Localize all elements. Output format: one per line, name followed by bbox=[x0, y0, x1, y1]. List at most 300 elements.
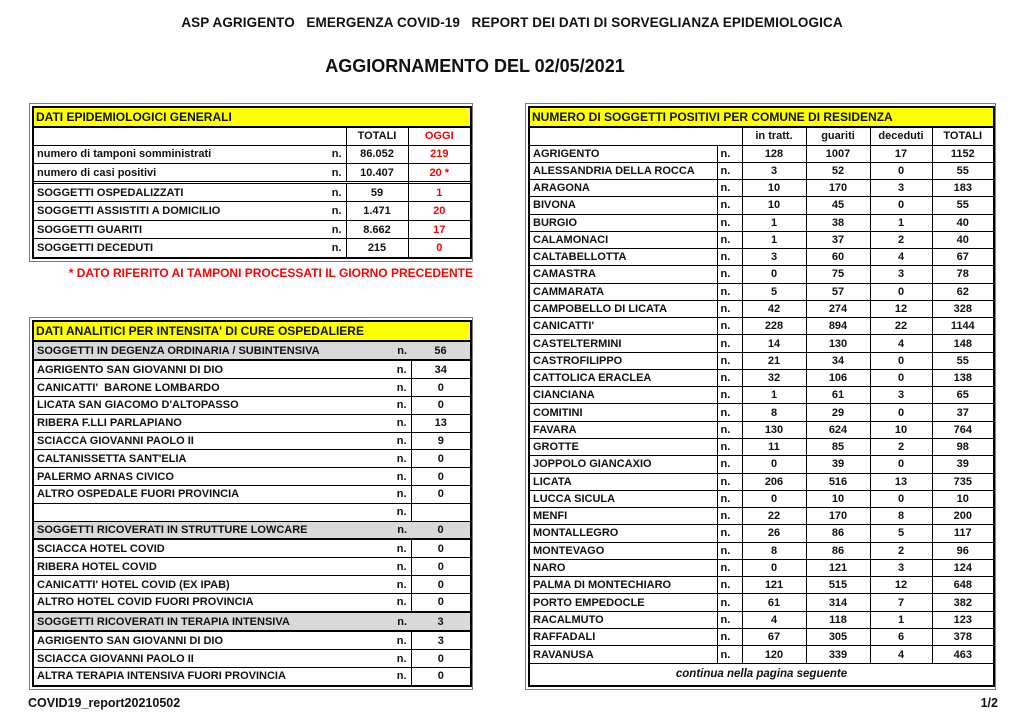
table-row bbox=[529, 594, 994, 611]
row-value: 0 bbox=[411, 576, 471, 594]
deceduti-value: 0 bbox=[870, 490, 932, 507]
table-row bbox=[33, 183, 471, 201]
table-row bbox=[529, 473, 994, 490]
row-label bbox=[33, 503, 385, 521]
totali-value: 648 bbox=[932, 577, 994, 594]
table-row bbox=[33, 202, 471, 220]
row-label: CALTANISSETTA SANT'ELIA bbox=[33, 450, 385, 468]
in-tratt-value: 1 bbox=[742, 387, 806, 404]
deceduti-value: 8 bbox=[870, 508, 932, 525]
row-label: numero di tamponi somministrati bbox=[33, 145, 318, 163]
in-tratt-value: 1 bbox=[742, 214, 806, 231]
in-tratt-value: 128 bbox=[742, 145, 806, 162]
comune-name: CALTABELLOTTA bbox=[529, 249, 717, 266]
deceduti-value: 0 bbox=[870, 352, 932, 369]
table-row bbox=[529, 542, 994, 559]
n-cell: n. bbox=[717, 611, 742, 628]
n-cell: n. bbox=[318, 202, 346, 220]
comune-name: CAMMARATA bbox=[529, 283, 717, 300]
totali-column-header: TOTALI bbox=[346, 127, 408, 145]
totali-value: 117 bbox=[932, 525, 994, 542]
totali-value: 735 bbox=[932, 473, 994, 490]
in-tratt-value: 61 bbox=[742, 594, 806, 611]
table-row bbox=[33, 667, 471, 686]
table-row bbox=[529, 266, 994, 283]
comune-name: ALESSANDRIA DELLA ROCCA bbox=[529, 162, 717, 179]
table-row bbox=[529, 162, 994, 179]
row-label: SCIACCA GIOVANNI PAOLO II bbox=[33, 650, 385, 668]
table-row bbox=[529, 197, 994, 214]
guariti-value: 34 bbox=[806, 352, 870, 369]
asterisk-note: * DATO RIFERITO AI TAMPONI PROCESSATI IL GIORNO PRECEDENTE bbox=[68, 266, 473, 280]
row-value: 3 bbox=[411, 613, 471, 631]
in-tratt-value: 8 bbox=[742, 404, 806, 421]
n-cell: n. bbox=[385, 485, 411, 503]
table-row bbox=[529, 283, 994, 300]
n-cell: n. bbox=[385, 650, 411, 668]
table-row bbox=[529, 335, 994, 352]
page-number: 1/2 bbox=[980, 696, 998, 710]
table-row bbox=[529, 145, 994, 162]
guariti-value: 10 bbox=[806, 490, 870, 507]
comune-name: CASTELTERMINI bbox=[529, 335, 717, 352]
totali-value: 78 bbox=[932, 266, 994, 283]
oggi-value: 17 bbox=[408, 220, 471, 238]
table-title-row bbox=[33, 321, 471, 341]
totali-value: 764 bbox=[932, 421, 994, 438]
row-value: 56 bbox=[411, 341, 471, 360]
row-label: SOGGETTI DECEDUTI bbox=[33, 239, 318, 258]
in-tratt-value: 228 bbox=[742, 318, 806, 335]
table-row bbox=[33, 485, 471, 503]
deceduti-value: 3 bbox=[870, 387, 932, 404]
hospital-table-title: DATI ANALITICI PER INTENSITA' DI CURE OSPEDALIERE bbox=[33, 321, 471, 341]
n-cell: n. bbox=[385, 379, 411, 397]
row-label: CANICATTI' BARONE LOMBARDO bbox=[33, 379, 385, 397]
row-label: SOGGETTI RICOVERATI IN STRUTTURE LOWCARE bbox=[33, 521, 385, 539]
table-row bbox=[529, 387, 994, 404]
table-row bbox=[33, 576, 471, 594]
n-cell: n. bbox=[385, 613, 411, 631]
totali-value: 138 bbox=[932, 369, 994, 386]
table-row bbox=[529, 352, 994, 369]
in-tratt-value: 206 bbox=[742, 473, 806, 490]
deceduti-value: 4 bbox=[870, 335, 932, 352]
in-tratt-value: 32 bbox=[742, 369, 806, 386]
report-date-title: AGGIORNAMENTO DEL 02/05/2021 bbox=[325, 56, 625, 76]
n-cell: n. bbox=[385, 558, 411, 576]
comune-name: CAMASTRA bbox=[529, 266, 717, 283]
row-label: ALTRA TERAPIA INTENSIVA FUORI PROVINCIA bbox=[33, 667, 385, 686]
totali-value: 10 bbox=[932, 490, 994, 507]
n-cell: n. bbox=[318, 145, 346, 163]
table-row bbox=[33, 650, 471, 668]
in-tratt-value: 130 bbox=[742, 421, 806, 438]
comune-name: RAVANUSA bbox=[529, 646, 717, 664]
table-row bbox=[33, 414, 471, 432]
deceduti-value: 2 bbox=[870, 231, 932, 248]
table-row bbox=[529, 300, 994, 317]
n-cell: n. bbox=[318, 183, 346, 201]
n-cell: n. bbox=[717, 231, 742, 248]
guariti-value: 274 bbox=[806, 300, 870, 317]
in-tratt-value: 121 bbox=[742, 577, 806, 594]
deceduti-value: 2 bbox=[870, 439, 932, 456]
guariti-value: 305 bbox=[806, 628, 870, 645]
row-label: SCIACCA GIOVANNI PAOLO II bbox=[33, 432, 385, 450]
row-value: 0 bbox=[411, 450, 471, 468]
column-header-row bbox=[33, 127, 471, 145]
guariti-value: 339 bbox=[806, 646, 870, 664]
n-cell: n. bbox=[385, 468, 411, 486]
totali-value: 55 bbox=[932, 197, 994, 214]
totali-value: 37 bbox=[932, 404, 994, 421]
table-row bbox=[33, 521, 471, 539]
comune-name: RACALMUTO bbox=[529, 611, 717, 628]
n-cell: n. bbox=[717, 473, 742, 490]
row-label: RIBERA HOTEL COVID bbox=[33, 558, 385, 576]
table-row bbox=[33, 613, 471, 631]
table-row bbox=[529, 404, 994, 421]
n-cell: n. bbox=[385, 414, 411, 432]
table-row bbox=[33, 594, 471, 612]
guariti-value: 314 bbox=[806, 594, 870, 611]
comune-name: NARO bbox=[529, 559, 717, 576]
n-cell: n. bbox=[385, 521, 411, 539]
row-value: 0 bbox=[411, 521, 471, 539]
general-table-title: DATI EPIDEMIOLOGICI GENERALI bbox=[33, 107, 471, 127]
deceduti-value: 7 bbox=[870, 594, 932, 611]
n-cell: n. bbox=[717, 404, 742, 421]
in-tratt-value: 26 bbox=[742, 525, 806, 542]
row-label: AGRIGENTO SAN GIOVANNI DI DIO bbox=[33, 360, 385, 378]
deceduti-value: 3 bbox=[870, 266, 932, 283]
deceduti-value: 0 bbox=[870, 162, 932, 179]
in-tratt-value: 4 bbox=[742, 611, 806, 628]
table-row bbox=[529, 318, 994, 335]
table-row bbox=[529, 611, 994, 628]
totali-value: 123 bbox=[932, 611, 994, 628]
row-label: SOGGETTI IN DEGENZA ORDINARIA / SUBINTENSIVA bbox=[33, 341, 385, 360]
row-label: AGRIGENTO SAN GIOVANNI DI DIO bbox=[33, 631, 385, 649]
table-row bbox=[33, 220, 471, 238]
table-row bbox=[529, 369, 994, 386]
table-title-row bbox=[529, 107, 994, 127]
comune-name: ARAGONA bbox=[529, 180, 717, 197]
comune-name: FAVARA bbox=[529, 421, 717, 438]
guariti-value: 1007 bbox=[806, 145, 870, 162]
row-label: ALTRO OSPEDALE FUORI PROVINCIA bbox=[33, 485, 385, 503]
table-row bbox=[529, 421, 994, 438]
row-value: 0 bbox=[411, 539, 471, 557]
continuation-row bbox=[529, 663, 994, 686]
guariti-value: 170 bbox=[806, 180, 870, 197]
totali-value: 183 bbox=[932, 180, 994, 197]
row-value: 0 bbox=[411, 667, 471, 686]
table-row bbox=[529, 646, 994, 664]
n-cell: n. bbox=[717, 559, 742, 576]
n-cell: n. bbox=[385, 396, 411, 414]
deceduti-value: 0 bbox=[870, 369, 932, 386]
n-cell: n. bbox=[717, 628, 742, 645]
n-cell: n. bbox=[717, 318, 742, 335]
totali-value: 39 bbox=[932, 456, 994, 473]
guariti-column-header: guariti bbox=[806, 127, 870, 145]
table-row bbox=[529, 456, 994, 473]
deceduti-value: 17 bbox=[870, 145, 932, 162]
totali-value: 200 bbox=[932, 508, 994, 525]
table-row bbox=[33, 379, 471, 397]
deceduti-value: 1 bbox=[870, 611, 932, 628]
totali-value: 10.407 bbox=[346, 163, 408, 181]
table-row bbox=[529, 231, 994, 248]
n-cell: n. bbox=[385, 667, 411, 686]
n-cell: n. bbox=[717, 439, 742, 456]
table-row bbox=[33, 450, 471, 468]
n-cell: n. bbox=[717, 594, 742, 611]
n-cell: n. bbox=[318, 163, 346, 181]
row-label: CANICATTI' HOTEL COVID (EX IPAB) bbox=[33, 576, 385, 594]
in-tratt-value: 0 bbox=[742, 266, 806, 283]
n-cell: n. bbox=[717, 197, 742, 214]
comune-name: COMITINI bbox=[529, 404, 717, 421]
comune-name: PORTO EMPEDOCLE bbox=[529, 594, 717, 611]
table-row bbox=[33, 239, 471, 258]
guariti-value: 45 bbox=[806, 197, 870, 214]
guariti-value: 86 bbox=[806, 525, 870, 542]
guariti-value: 57 bbox=[806, 283, 870, 300]
n-cell: n. bbox=[717, 283, 742, 300]
table-row bbox=[529, 577, 994, 594]
comune-name: AGRIGENTO bbox=[529, 145, 717, 162]
totali-value: 8.662 bbox=[346, 220, 408, 238]
n-cell: n. bbox=[717, 352, 742, 369]
in-tratt-value: 11 bbox=[742, 439, 806, 456]
table-row bbox=[529, 525, 994, 542]
empty-header-cell bbox=[529, 127, 742, 145]
totali-value: 382 bbox=[932, 594, 994, 611]
guariti-value: 894 bbox=[806, 318, 870, 335]
row-value: 13 bbox=[411, 414, 471, 432]
n-cell: n. bbox=[318, 220, 346, 238]
oggi-value: 219 bbox=[408, 145, 471, 163]
totali-value: 148 bbox=[932, 335, 994, 352]
n-cell: n. bbox=[717, 214, 742, 231]
totali-value: 40 bbox=[932, 231, 994, 248]
guariti-value: 38 bbox=[806, 214, 870, 231]
row-label: numero di casi positivi bbox=[33, 163, 318, 181]
n-cell: n. bbox=[717, 145, 742, 162]
table-row bbox=[33, 396, 471, 414]
n-cell: n. bbox=[385, 539, 411, 557]
comune-name: CASTROFILIPPO bbox=[529, 352, 717, 369]
n-cell: n. bbox=[385, 341, 411, 360]
oggi-column-header: OGGI bbox=[408, 127, 471, 145]
deceduti-value: 13 bbox=[870, 473, 932, 490]
row-value: 0 bbox=[411, 396, 471, 414]
in-tratt-value: 3 bbox=[742, 162, 806, 179]
comune-name: GROTTE bbox=[529, 439, 717, 456]
table-row bbox=[529, 559, 994, 576]
totali-value: 96 bbox=[932, 542, 994, 559]
row-value: 0 bbox=[411, 558, 471, 576]
in-tratt-value: 0 bbox=[742, 456, 806, 473]
deceduti-value: 5 bbox=[870, 525, 932, 542]
table-row bbox=[33, 503, 471, 521]
guariti-value: 170 bbox=[806, 508, 870, 525]
deceduti-value: 0 bbox=[870, 456, 932, 473]
table-row bbox=[33, 539, 471, 557]
table-row bbox=[33, 145, 471, 163]
guariti-value: 118 bbox=[806, 611, 870, 628]
totali-value: 40 bbox=[932, 214, 994, 231]
n-cell: n. bbox=[717, 369, 742, 386]
guariti-value: 29 bbox=[806, 404, 870, 421]
comune-name: BURGIO bbox=[529, 214, 717, 231]
table-row bbox=[529, 628, 994, 645]
guariti-value: 52 bbox=[806, 162, 870, 179]
table-row bbox=[33, 341, 471, 360]
totali-value: 463 bbox=[932, 646, 994, 664]
totali-value: 328 bbox=[932, 300, 994, 317]
row-value: 0 bbox=[411, 468, 471, 486]
totali-value: 55 bbox=[932, 352, 994, 369]
totali-value: 98 bbox=[932, 439, 994, 456]
guariti-value: 86 bbox=[806, 542, 870, 559]
oggi-value: 0 bbox=[408, 239, 471, 258]
deceduti-value: 6 bbox=[870, 628, 932, 645]
empty-header-cell bbox=[33, 127, 346, 145]
deceduti-value: 4 bbox=[870, 249, 932, 266]
in-tratt-value: 42 bbox=[742, 300, 806, 317]
n-cell: n. bbox=[717, 162, 742, 179]
totali-value: 215 bbox=[346, 239, 408, 258]
n-cell: n. bbox=[717, 300, 742, 317]
guariti-value: 85 bbox=[806, 439, 870, 456]
oggi-value: 20 bbox=[408, 202, 471, 220]
deceduti-value: 4 bbox=[870, 646, 932, 664]
n-cell: n. bbox=[385, 594, 411, 612]
totali-value: 62 bbox=[932, 283, 994, 300]
n-cell: n. bbox=[717, 421, 742, 438]
in-tratt-value: 10 bbox=[742, 180, 806, 197]
oggi-value: 1 bbox=[408, 183, 471, 201]
n-cell: n. bbox=[717, 525, 742, 542]
comune-name: RAFFADALI bbox=[529, 628, 717, 645]
table-title-row bbox=[33, 107, 471, 127]
totali-value: 59 bbox=[346, 183, 408, 201]
row-label: SOGGETTI ASSISTITI A DOMICILIO bbox=[33, 202, 318, 220]
page-title: ASP AGRIGENTO EMERGENZA COVID-19 REPORT DEI DATI DI SORVEGLIANZA EPIDEMIOLOGICA bbox=[181, 15, 843, 30]
column-header-row bbox=[529, 127, 994, 145]
n-cell: n. bbox=[385, 503, 411, 521]
guariti-value: 121 bbox=[806, 559, 870, 576]
deceduti-value: 0 bbox=[870, 404, 932, 421]
guariti-value: 39 bbox=[806, 456, 870, 473]
guariti-value: 106 bbox=[806, 369, 870, 386]
n-cell: n. bbox=[717, 542, 742, 559]
comuni-table-title: NUMERO DI SOGGETTI POSITIVI PER COMUNE DI RESIDENZA bbox=[529, 107, 994, 127]
deceduti-value: 10 bbox=[870, 421, 932, 438]
row-label: SOGGETTI GUARITI bbox=[33, 220, 318, 238]
row-label: SCIACCA HOTEL COVID bbox=[33, 539, 385, 557]
guariti-value: 60 bbox=[806, 249, 870, 266]
table-row bbox=[33, 360, 471, 378]
table-row bbox=[33, 163, 471, 181]
row-label: SOGGETTI OSPEDALIZZATI bbox=[33, 183, 318, 201]
deceduti-value: 12 bbox=[870, 577, 932, 594]
row-label: LICATA SAN GIACOMO D'ALTOPASSO bbox=[33, 396, 385, 414]
comune-name: CATTOLICA ERACLEA bbox=[529, 369, 717, 386]
totali-value: 124 bbox=[932, 559, 994, 576]
table-row bbox=[529, 214, 994, 231]
comune-name: JOPPOLO GIANCAXIO bbox=[529, 456, 717, 473]
totali-value: 65 bbox=[932, 387, 994, 404]
table-row bbox=[529, 439, 994, 456]
guariti-value: 516 bbox=[806, 473, 870, 490]
n-cell: n. bbox=[385, 432, 411, 450]
n-cell: n. bbox=[385, 450, 411, 468]
totali-value: 67 bbox=[932, 249, 994, 266]
comune-name: MONTALLEGRO bbox=[529, 525, 717, 542]
comune-name: PALMA DI MONTECHIARO bbox=[529, 577, 717, 594]
deceduti-value: 3 bbox=[870, 559, 932, 576]
table-row bbox=[529, 490, 994, 507]
guariti-value: 130 bbox=[806, 335, 870, 352]
n-cell: n. bbox=[385, 576, 411, 594]
in-tratt-value: 10 bbox=[742, 197, 806, 214]
in-tratt-value: 14 bbox=[742, 335, 806, 352]
table-row bbox=[33, 631, 471, 649]
comune-name: CIANCIANA bbox=[529, 387, 717, 404]
table-row bbox=[33, 432, 471, 450]
n-cell: n. bbox=[717, 387, 742, 404]
in-tratt-value: 1 bbox=[742, 231, 806, 248]
totali-value: 1.471 bbox=[346, 202, 408, 220]
comune-name: CANICATTI' bbox=[529, 318, 717, 335]
comune-name: LUCCA SICULA bbox=[529, 490, 717, 507]
comune-name: MONTEVAGO bbox=[529, 542, 717, 559]
general-data-table bbox=[29, 103, 473, 262]
row-value: 34 bbox=[411, 360, 471, 378]
totali-value: 55 bbox=[932, 162, 994, 179]
guariti-value: 515 bbox=[806, 577, 870, 594]
row-value: 0 bbox=[411, 594, 471, 612]
n-cell: n. bbox=[717, 249, 742, 266]
deceduti-value: 0 bbox=[870, 283, 932, 300]
n-cell: n. bbox=[717, 490, 742, 507]
in-tratt-value: 22 bbox=[742, 508, 806, 525]
n-cell: n. bbox=[385, 360, 411, 378]
row-value: 0 bbox=[411, 485, 471, 503]
row-value: 0 bbox=[411, 379, 471, 397]
totali-value: 1152 bbox=[932, 145, 994, 162]
totali-value: 86.052 bbox=[346, 145, 408, 163]
document-filename: COVID19_report20210502 bbox=[28, 696, 181, 710]
row-value: 0 bbox=[411, 650, 471, 668]
table-row bbox=[529, 249, 994, 266]
deceduti-value: 2 bbox=[870, 542, 932, 559]
in-tratt-value: 0 bbox=[742, 559, 806, 576]
in-tratt-value: 21 bbox=[742, 352, 806, 369]
row-label: SOGGETTI RICOVERATI IN TERAPIA INTENSIVA bbox=[33, 613, 385, 631]
n-cell: n. bbox=[318, 239, 346, 258]
table-row bbox=[529, 180, 994, 197]
in-tratt-column-header: in tratt. bbox=[742, 127, 806, 145]
guariti-value: 75 bbox=[806, 266, 870, 283]
deceduti-value: 0 bbox=[870, 197, 932, 214]
in-tratt-value: 67 bbox=[742, 628, 806, 645]
